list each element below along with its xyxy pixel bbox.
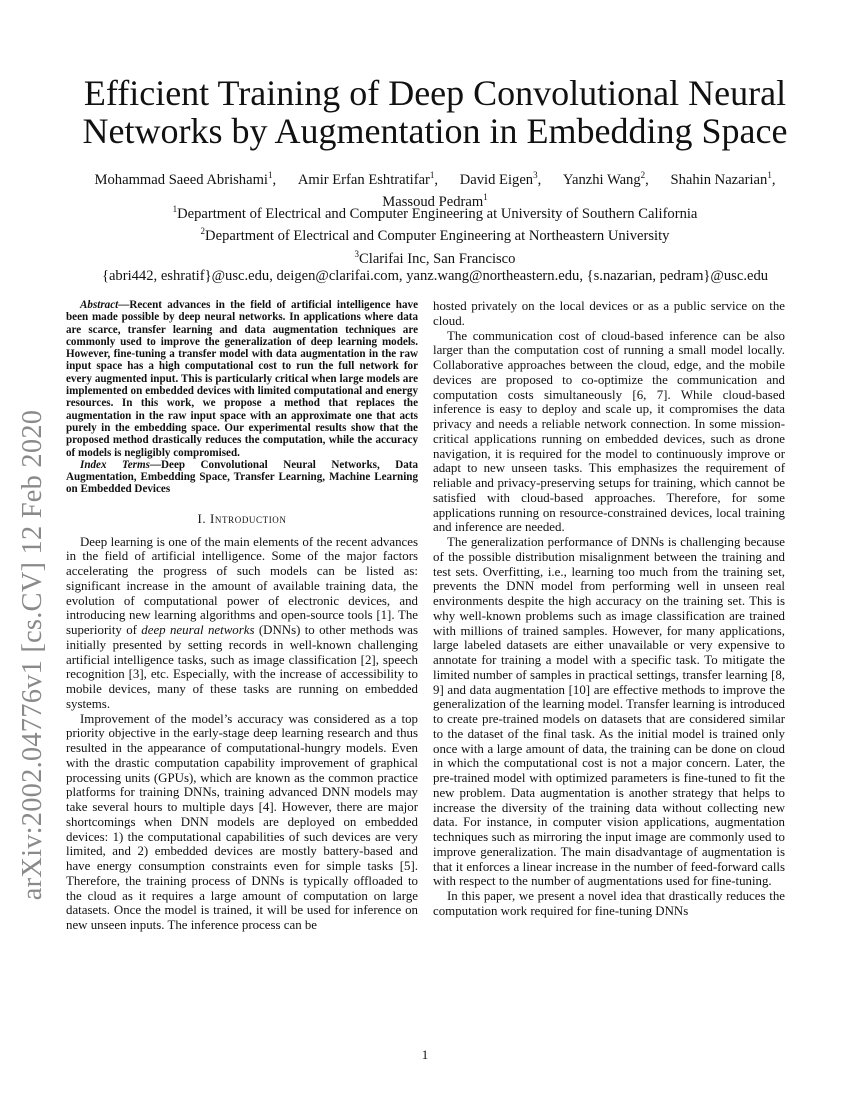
emphasized-term: deep neural networks [141,623,255,637]
author [298,167,438,189]
index-terms [66,459,418,496]
author-affiliation-mark: 3 [533,170,538,180]
affiliation-text: Clarifai Inc, San Francisco [359,250,516,267]
author-separator: , [645,171,649,188]
abstract [66,299,418,459]
affiliation [60,201,810,223]
affiliation-block [60,201,810,286]
author-separator: , [272,171,277,188]
author-affiliation-mark: 2 [640,170,646,180]
paragraph-text: Deep learning is one of the main elements of the recent advances in the field of artificial intelligence. Some of the major factors accelerating the progress of such models can be listed as: significant increase in the amount of available training data, the evolution of computational power of electronic devices, and introducing new learning algorithms and open-source tools [1]. The superiority of [66,534,418,637]
author-name: Amir Erfan Eshtratifar [297,171,430,188]
paper-title: Efficient Training of Deep Convolutional Neural Networks by Augmentation in Embedding Space [82,73,788,151]
author-name: Massoud Pedram [382,193,484,210]
author-name: David Eigen [459,171,534,188]
paragraph-text: (DNNs) to other methods was initially presented by setting records in well-known challenging artificial intelligence tasks, such as image classification [2], speech recognition [3], etc. Especially, with the increase of accessibility to mobile devices, many of these tasks are running on embedded systems. [66,623,418,711]
body-paragraph: hosted privately on the local devices or as a public service on the cloud. [433,299,785,328]
author [460,167,542,189]
section-heading: I. Introduction [197,511,287,526]
right-column [433,299,785,919]
author-affiliation-mark: 1 [268,170,273,180]
body-paragraph: The generalization performance of DNNs is challenging because of the possible distribution misalignment between the training and test sets. Overfitting, i.e., learning too much from the training set, prevents the DNN model from performing well in unseen real environments despite the high accuracy on the training set. This is why well-known problems such as image classification are trained with millions of trained samples. However, for many applications, large labeled datasets are either unavailable or very expensive to annotate for training a model with a specific task. To mitigate the limited number of samples in practical settings, transfer learning [8, 9] and data augmentation [10] are effective methods to improve the generalization of the learning model. Transfer learning is introduced to create pre-trained models on datasets that are considered similar to the dataset of the final task. As the initial model is trained only once with a large amount of data, the training can be done on cloud in which the computational cost is not a major concern. Later, the pre-trained model with optimized parameters is fine-tuned to fit the new problem. Data augmentation is another strategy that helps to increase the diversity of the training data without collecting new data. For instance, in computer vision applications, augmentation techniques such as mirroring the input image are commonly used to improve generalization. The main disadvantage of augmentation is that it enforces a linear increase in the number of feed-forward calls with respect to the number of augmentations used for fine-tuning. [433,535,785,889]
abstract-label: Abstract [80,299,119,311]
body-paragraph: In this paper, we present a novel idea that drastically reduces the computation work required for fine-tuning DNNs [433,889,785,918]
author-name: Mohammad Saeed Abrishami [94,171,268,188]
author-separator: , [434,171,439,188]
author-affiliation-mark: 1 [767,170,772,180]
index-terms-text: —Deep Convolutional Neural Networks, Data Augmentation, Embedding Space, Transfer Learning, Machine Learning on Embedded Devices [66,458,418,496]
author-emails: {abri442, eshratif}@usc.edu, deigen@clarifai.com, yanz.wang@northeastern.edu, {s.nazarian, pedram}@usc.edu [101,268,769,285]
affiliation-text: Department of Electrical and Computer Engineering at Northeastern University [205,228,670,245]
body-paragraph: Improvement of the model’s accuracy was considered as a top priority objective in the early-stage deep learning research and thus resulted in the appearance of computational-hungry models. Even with the drastic computation capability improvement of graphical processing units (GPUs), which are known as the common practice platforms for training DNNs, training advanced DNN models may take several hours to multiple days [4]. However, there are major shortcomings when DNN models are deployed on embedded devices: 1) the computational capabilities of such devices are very limited, and 2) embedded devices are mostly battery-based and have energy consumption constraints even for simple tasks [5]. Therefore, the training process of DNNs is typically offloaded to the cloud as it requires a large amount of computation on large datasets. Once the model is trained, it will be used for inference on new unseen inputs. The inference process can be [66,711,418,932]
affiliation-text: Department of Electrical and Computer Engineering at University of Southern California [177,205,698,222]
author-affiliation-mark: 1 [483,191,488,202]
affiliation-mark: 2 [200,226,206,237]
author-separator: , [771,171,776,188]
author-separator: , [537,171,542,188]
author [670,167,775,189]
affiliation [60,246,810,268]
affiliation [60,223,810,245]
body-paragraph: The communication cost of cloud-based inference can be also larger than the computation cost of running a small model locally. Collaborative approaches between the cloud, edge, and the mobile devices are proposed to co-optimize the communication and computation costs simultaneously [6, 7]. While cloud-based inference is easy to deploy and scale up, it compromises the data privacy and needs a reliable network connection. In some mission-critical applications running on embedded devices, such as drone navigation, it is required for the model to continuously improve or adapt to new unseen tasks. This emphasizes the requirement of reliable and privacy-preserving setups for training, which cannot be satisfied with cloud-based approaches. Therefore, for some applications running on resource-constrained devices, local training and inference are needed. [433,328,785,535]
abstract-text: —Recent advances in the field of artificial intelligence have been made possible by deep neural networks. In applications where data are scarce, transfer learning and data augmentation techniques are commonly used to improve the generalization of deep learning models. However, fine-tuning a transfer model with data augmentation in the raw input space has a high computational cost to run the full network for every augmented input. This is particularly critical when large models are implemented on embedded devices with limited computational and energy resources. In this work, we propose a method that replaces the augmentation in the raw input space with an approximate one that acts purely in the embedding space. Our experimental results show that the proposed method drastically reduces the computation, while the accuracy of models is negligibly compromised. [66,299,418,459]
author [95,167,277,189]
arxiv-identifier-stamp: arXiv:2002.04776v1 [cs.CV] 12 Feb 2020 [17,409,48,901]
body-paragraph [66,535,418,712]
affiliation-mark: 3 [354,248,360,259]
author-name: Shahin Nazarian [670,171,768,188]
page-number: 1 [421,1047,429,1062]
affiliation-mark: 1 [172,204,178,214]
left-column [66,299,418,933]
author-name: Yanzhi Wang [562,171,641,188]
author-affiliation-mark: 1 [429,170,435,180]
index-terms-label: Index Terms [80,458,150,471]
author [563,167,649,189]
